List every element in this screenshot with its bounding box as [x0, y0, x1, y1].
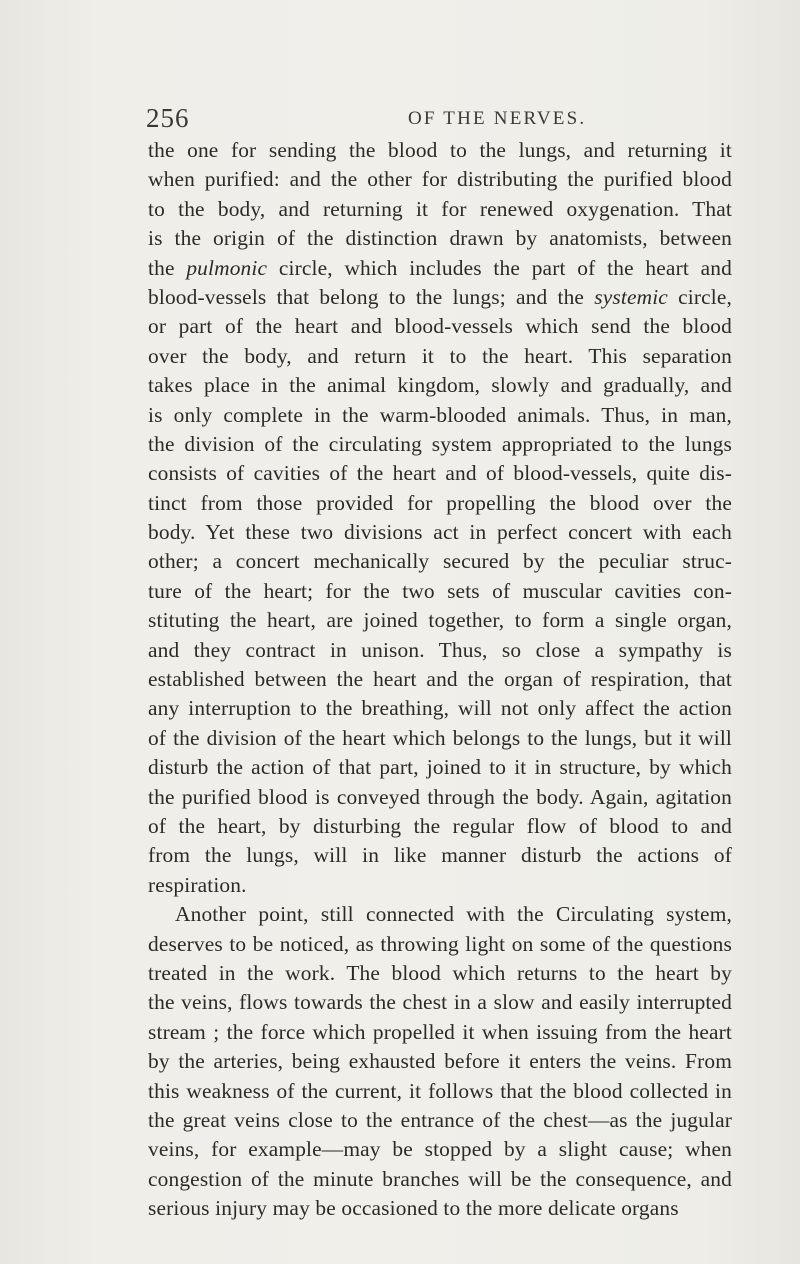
text-line: other; a concert mechanically secured by the peculiar struc-: [148, 549, 732, 574]
text-line: veins, for example—may be stopped by a slight cause; when: [148, 1137, 732, 1162]
text-line: this weakness of the current, it follows that the blood collected in: [148, 1078, 732, 1103]
text-line: or part of the heart and blood-vessels which send the blood: [148, 314, 732, 339]
text-line: consists of cavities of the heart and of blood-vessels, quite dis-: [148, 461, 732, 486]
text-line: is the origin of the distinction drawn by anatomists, between: [148, 226, 732, 251]
text-line: takes place in the animal kingdom, slowly and gradually, and: [148, 373, 732, 398]
text-line: stituting the heart, are joined together, to form a single organ,: [148, 608, 732, 633]
text-line: any interruption to the breathing, will not only affect the action: [148, 696, 732, 721]
paragraph: [148, 900, 732, 1223]
text-line: tinct from those provided for propelling the blood over the: [148, 490, 732, 515]
text-line: stream ; the force which propelled it when issuing from the heart: [148, 1019, 732, 1044]
text-line: of the heart, by disturbing the regular flow of blood to and: [148, 813, 732, 838]
text-line: congestion of the minute branches will be the consequence, and: [148, 1166, 732, 1191]
text-line: when purified: and the other for distributing the purified blood: [148, 167, 732, 192]
text-line: respiration.: [148, 872, 247, 897]
text-line: the one for sending the blood to the lungs, and returning it: [148, 138, 732, 162]
text-line: body. Yet these two divisions act in perfect concert with each: [148, 520, 732, 545]
text-line: the veins, flows towards the chest in a slow and easily interrupted: [148, 990, 732, 1015]
text-line: and they contract in unison. Thus, so close a sympathy is: [148, 637, 732, 662]
page-number: 256: [146, 103, 190, 133]
text-line: treated in the work. The blood which returns to the heart by: [148, 960, 732, 985]
text-line: from the lungs, will in like manner disturb the actions of: [148, 843, 732, 868]
text-line: by the arteries, being exhausted before it enters the veins. From: [148, 1049, 732, 1074]
running-title: OF THE NERVES.: [408, 108, 587, 129]
text-line: deserves to be noticed, as throwing light on some of the questions: [148, 931, 732, 956]
text-line: blood-vessels that belong to the lungs; and the systemic circle,: [148, 284, 733, 309]
text-line: ture of the heart; for the two sets of muscular cavities con-: [148, 578, 732, 603]
text-line: established between the heart and the organ of respiration, that: [148, 667, 732, 692]
text-line: the division of the circulating system appropriated to the lungs: [148, 431, 732, 456]
text-line: of the division of the heart which belongs to the lungs, but it will: [148, 725, 732, 750]
text-line: to the body, and returning it for renewed oxygenation. That: [148, 196, 732, 221]
text-line: Another point, still connected with the Circulating system,: [175, 902, 732, 927]
text-line: over the body, and return it to the heart. This separation: [148, 343, 732, 368]
text-line: the great veins close to the entrance of the chest—as the jugular: [148, 1107, 732, 1132]
text-line: serious injury may be occasioned to the more delicate organs: [148, 1196, 679, 1221]
text-line: disturb the action of that part, joined to it in structure, by which: [148, 755, 732, 780]
text-line: is only complete in the warm-blooded animals. Thus, in man,: [148, 402, 732, 427]
paragraph: [148, 136, 732, 900]
body-text: [148, 136, 732, 1223]
text-line: the purified blood is conveyed through the body. Again, agitation: [148, 784, 732, 809]
text-line: the pulmonic circle, which includes the part of the heart and: [148, 255, 732, 280]
